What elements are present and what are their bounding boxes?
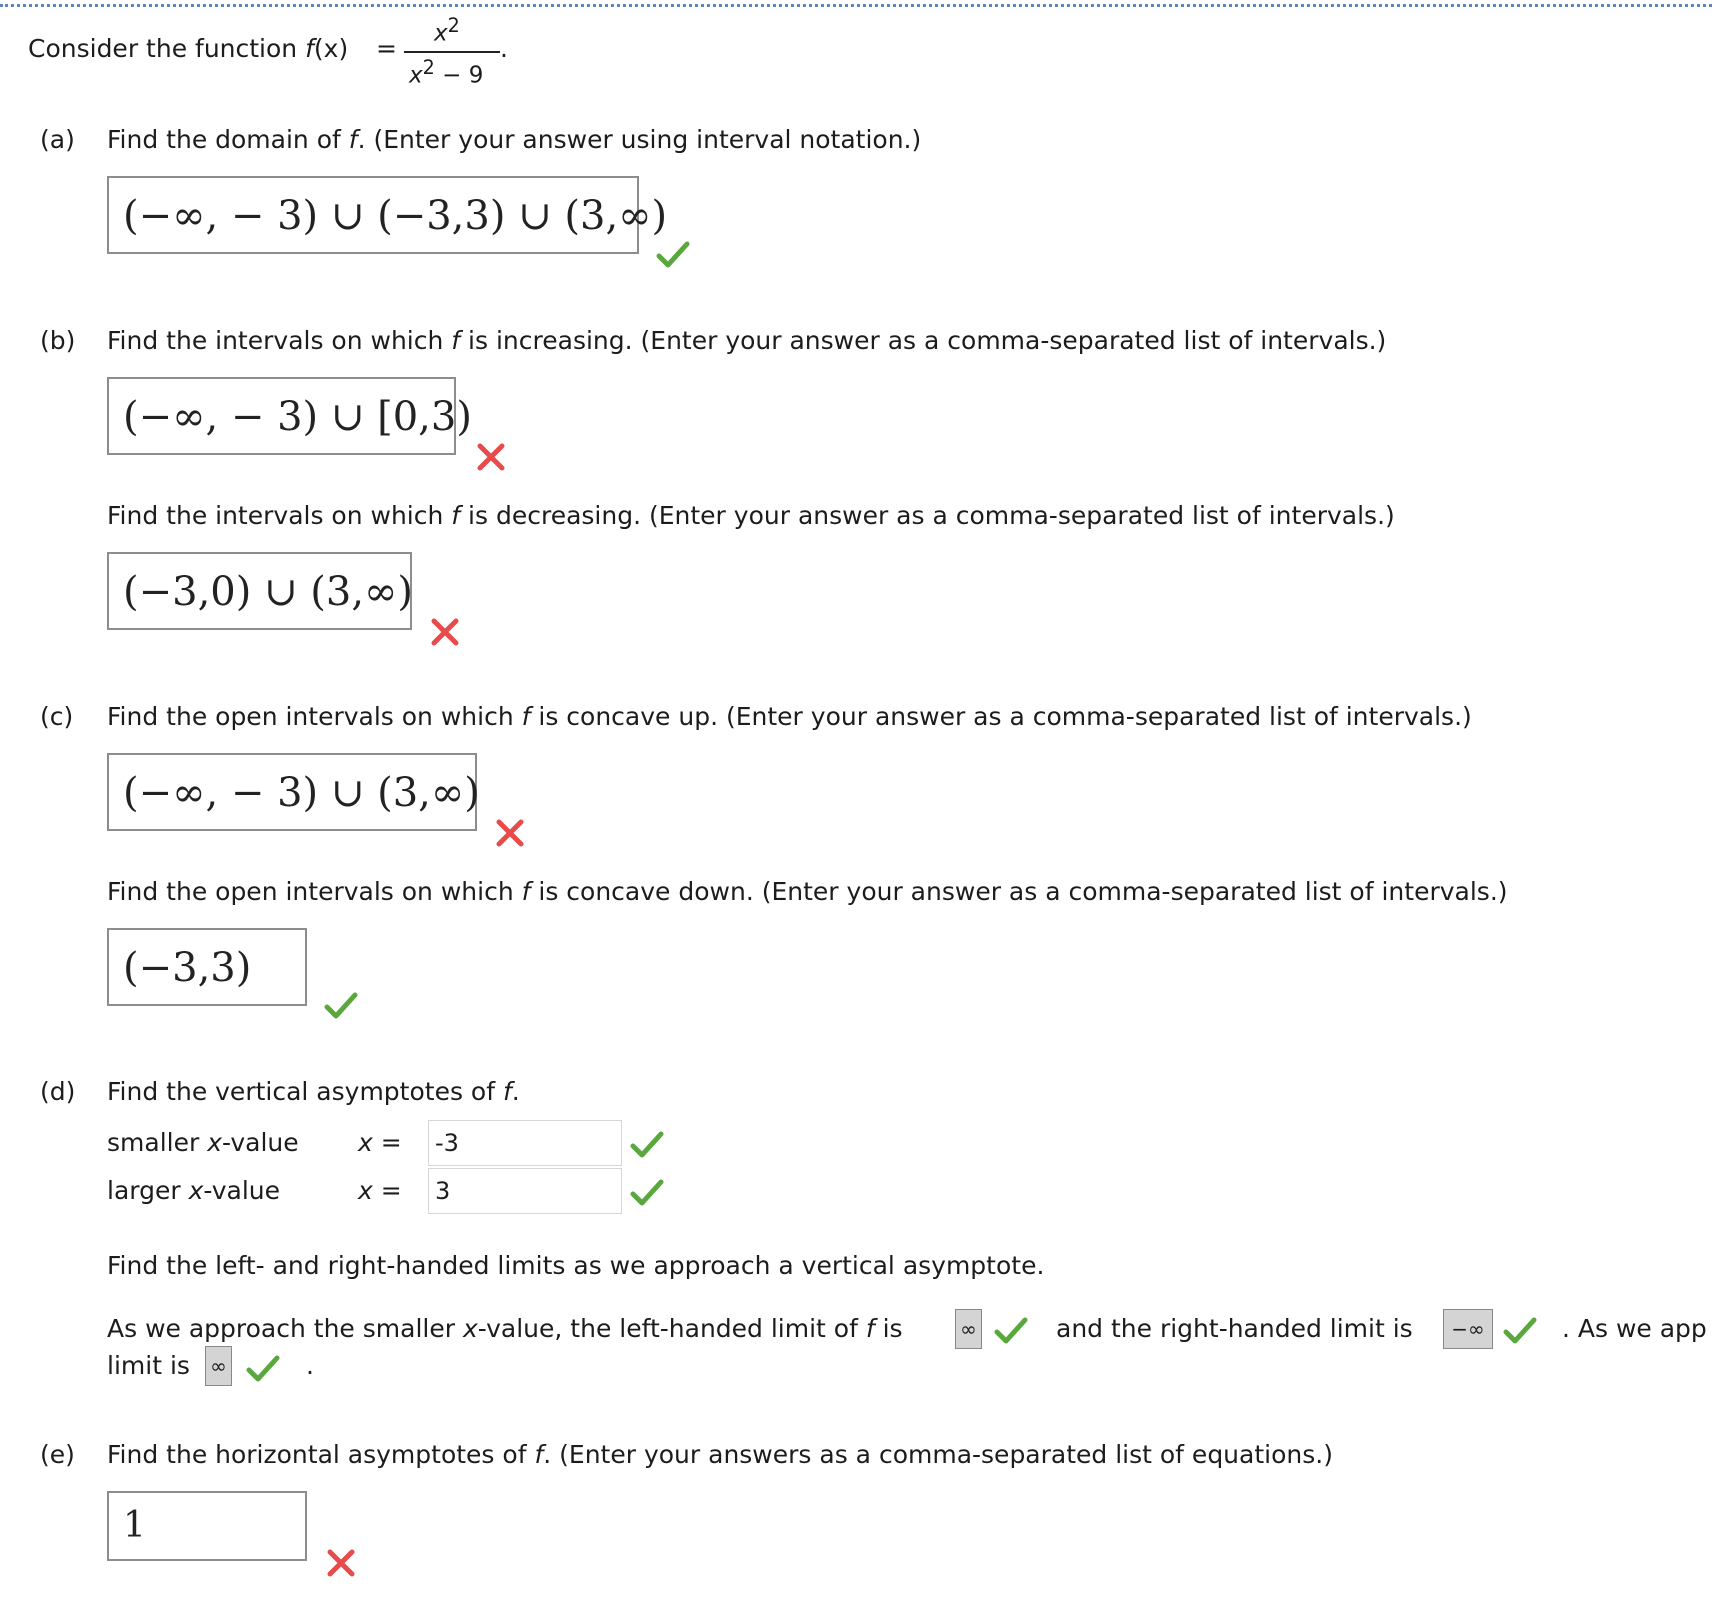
part-b-q2-pre: Find the intervals on which <box>107 501 452 530</box>
lim-pre2: -value, the left-handed limit of <box>477 1314 866 1343</box>
part-d-question <box>107 1077 520 1107</box>
decreasing-answer-input[interactable]: (−3,0) ∪ (3,∞) <box>107 552 412 630</box>
part-c-q2-f: f <box>521 877 531 906</box>
limits-sentence-line1 <box>107 1314 903 1344</box>
concave-up-answer-input[interactable]: (−∞, − 3) ∪ (3,∞) <box>107 753 477 831</box>
limits-intro: Find the left- and right-handed limits as we approach a vertical asymptote. <box>107 1251 1045 1280</box>
part-c-question-down <box>107 877 1508 907</box>
part-e-q-f: f <box>534 1440 544 1469</box>
part-c-question-up <box>107 702 1472 732</box>
lim-x: x <box>462 1314 478 1343</box>
increasing-answer-input[interactable]: (−∞, − 3) ∪ [0,3) <box>107 377 456 455</box>
part-b-q1-f: f <box>451 326 461 355</box>
correct-check-icon <box>1503 1316 1537 1346</box>
limits-sentence-line2: limit is <box>107 1351 190 1380</box>
part-b-label: (b) <box>40 326 76 355</box>
correct-check-icon <box>246 1354 280 1384</box>
part-c-q1-pre: Find the open intervals on which <box>107 702 522 731</box>
incorrect-x-icon <box>324 1548 358 1578</box>
correct-check-icon <box>994 1316 1028 1346</box>
part-b-question-decreasing <box>107 501 1395 531</box>
incorrect-x-icon <box>474 442 508 472</box>
part-b-q1-post: is increasing. (Enter your answer as a comma-separated list of intervals.) <box>460 326 1387 355</box>
larger-pre: larger <box>107 1176 189 1205</box>
eq-sign: = <box>380 1176 402 1205</box>
fraction-denominator <box>409 56 483 89</box>
smaller-equation <box>358 1128 402 1158</box>
right-limit-select[interactable]: −∞ <box>1443 1309 1493 1349</box>
left-limit-select[interactable]: ∞ <box>955 1309 982 1349</box>
denominator-exp: 2 <box>422 56 435 79</box>
larger-x: x <box>188 1176 204 1205</box>
concave-down-answer-input[interactable]: (−3,3) <box>107 928 307 1006</box>
smaller-x-value-input[interactable]: -3 <box>428 1120 622 1166</box>
eq-sign: = <box>380 1128 402 1157</box>
eq-x: x <box>358 1176 373 1205</box>
intro-period: . <box>500 34 508 63</box>
part-a-question-pre: Find the domain of <box>107 125 349 154</box>
part-b-q1-pre: Find the intervals on which <box>107 326 452 355</box>
part-e-q-post: . (Enter your answers as a comma-separated list of equations.) <box>543 1440 1333 1469</box>
part-b-q2-post: is decreasing. (Enter your answer as a comma-separated list of intervals.) <box>460 501 1395 530</box>
larger-x-value-input[interactable]: 3 <box>428 1168 622 1214</box>
intro-x-arg: (x) <box>313 34 349 63</box>
horizontal-asymptote-answer-input[interactable]: 1 <box>107 1491 307 1561</box>
domain-answer-input[interactable]: (−∞, − 3) ∪ (−3,3) ∪ (3,∞) <box>107 176 639 254</box>
part-a-question-post: . (Enter your answer using interval notation.) <box>357 125 922 154</box>
smaller-x-value-label <box>107 1128 299 1158</box>
part-a-question <box>107 125 921 155</box>
smaller-x: x <box>207 1128 222 1157</box>
part-d-label: (d) <box>40 1077 76 1106</box>
numerator-exp: 2 <box>447 14 460 37</box>
intro-text <box>28 34 348 64</box>
lim-pre3: is <box>874 1314 903 1343</box>
larger-post: -value <box>203 1176 281 1205</box>
part-e-q-pre: Find the horizontal asymptotes of <box>107 1440 535 1469</box>
intro-equals: = <box>376 34 397 63</box>
part-c-q1-post: is concave up. (Enter your answer as a comma-separated list of intervals.) <box>530 702 1472 731</box>
part-c-q1-f: f <box>521 702 531 731</box>
correct-check-icon <box>630 1130 664 1160</box>
smaller-pre: smaller <box>107 1128 208 1157</box>
part-b-q2-f: f <box>451 501 461 530</box>
numerator-var: x <box>434 20 448 47</box>
denominator-rest: − 9 <box>442 62 484 89</box>
part-a-question-f: f <box>348 125 358 154</box>
limits-line2-end: . <box>306 1351 314 1380</box>
right-limit-text: and the right-handed limit is <box>1056 1314 1413 1343</box>
part-e-label: (e) <box>40 1440 75 1469</box>
top-dotted-rule <box>0 4 1712 7</box>
part-c-q2-post: is concave down. (Enter your answer as a comma-separated list of intervals.) <box>530 877 1508 906</box>
smaller-post: -value <box>222 1128 299 1157</box>
larger-limit-select[interactable]: ∞ <box>205 1346 232 1386</box>
part-d-q-post: . <box>511 1077 520 1106</box>
larger-equation <box>358 1176 402 1206</box>
limits-tail-text: . As we app <box>1562 1314 1707 1343</box>
correct-check-icon <box>656 240 690 270</box>
larger-x-value-label <box>107 1176 280 1206</box>
part-d-q-pre: Find the vertical asymptotes of <box>107 1077 503 1106</box>
incorrect-x-icon <box>493 818 527 848</box>
part-a-label: (a) <box>40 125 75 154</box>
intro-prefix: Consider the function <box>28 34 306 63</box>
lim-pre1: As we approach the smaller <box>107 1314 463 1343</box>
part-d-q-f: f <box>502 1077 512 1106</box>
correct-check-icon <box>630 1178 664 1208</box>
incorrect-x-icon <box>428 617 462 647</box>
eq-x: x <box>358 1128 373 1157</box>
part-b-question-increasing <box>107 326 1386 356</box>
part-e-question <box>107 1440 1333 1470</box>
fraction-numerator <box>434 14 460 47</box>
lim-f: f <box>865 1314 875 1343</box>
part-c-label: (c) <box>40 702 74 731</box>
intro-f: f <box>305 34 314 63</box>
correct-check-icon <box>324 991 358 1021</box>
fraction-bar <box>404 51 500 53</box>
denominator-var: x <box>409 62 423 89</box>
part-c-q2-pre: Find the open intervals on which <box>107 877 522 906</box>
